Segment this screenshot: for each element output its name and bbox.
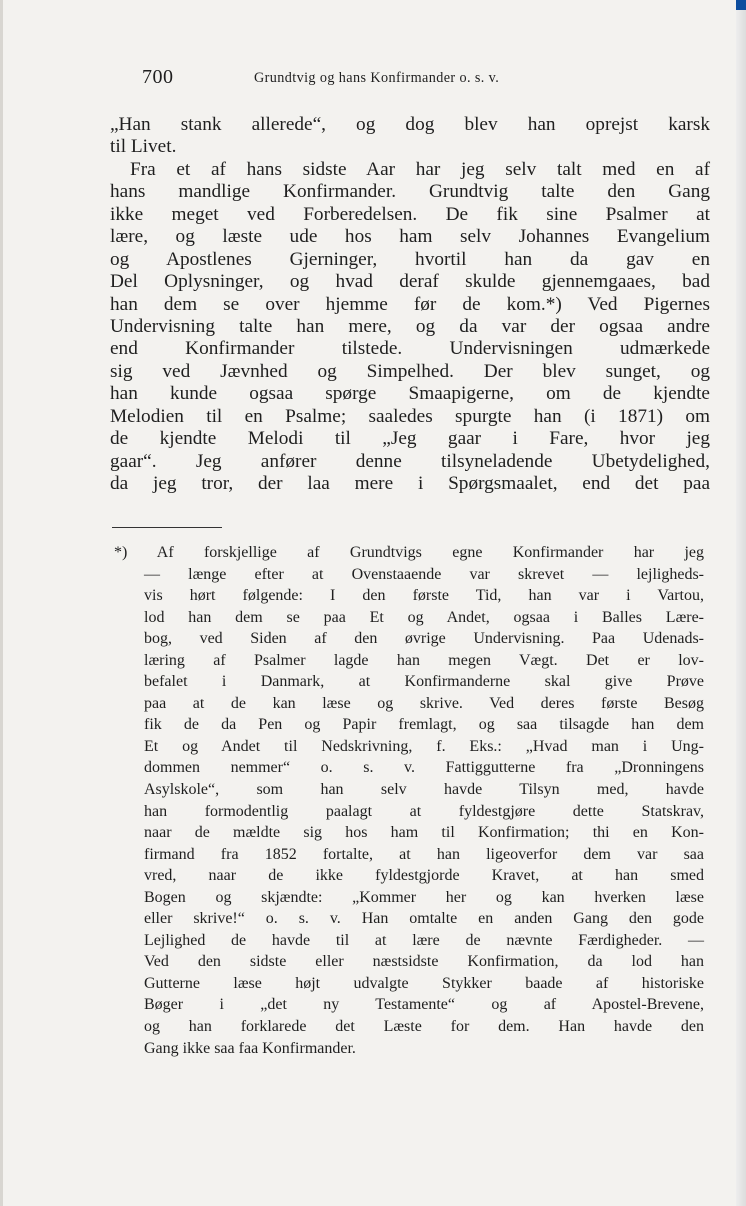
footnote-line: firmand fra 1852 fortalte, at han ligeoverfor dem var saa	[144, 845, 704, 863]
footnote-line: befalet i Danmark, at Konfirmanderne skal give Prøve	[144, 673, 704, 691]
text-line: „Han stank allerede“, og dog blev han oprejst karsk	[110, 114, 710, 135]
text-line: de kjendte Melodi til „Jeg gaar i Fare, hvor jeg	[110, 428, 710, 450]
text-line: til Livet.	[110, 136, 177, 158]
footnote-line: Gang ikke saa faa Konfirmander.	[144, 1039, 356, 1057]
footnote-line: vred, naar de ikke fyldestgjorde Kravet, at han smed	[144, 867, 704, 885]
footnote-line: paa at de kan læse og skrive. Ved deres første Besøg	[144, 694, 704, 712]
footnote-line: han formodentlig paalagt at fyldestgjøre dette Statskrav,	[144, 802, 704, 820]
footnote-line: Ved den sidste eller næstsidste Konfirmation, da lod han	[144, 953, 704, 971]
footnote-line: og han forklarede det Læste for dem. Han havde den	[144, 1018, 704, 1036]
footnote-line: Et og Andet til Nedskrivning, f. Eks.: „Hvad man i Ung-	[144, 737, 704, 755]
text-line: han kunde ogsaa spørge Smaapigerne, om de kjendte	[110, 383, 710, 405]
footnote-line: vis hørt følgende: I den første Tid, han var i Vartou,	[144, 587, 704, 605]
footnote	[114, 542, 704, 1059]
text-line: lære, og læste ude hos ham selv Johannes Evangelium	[110, 226, 710, 248]
footnote-line: dommen nemmer“ o. s. v. Fattiggutterne fra „Dronningens	[144, 759, 704, 777]
text-line: Fra et af hans sidste Aar har jeg selv talt med en af	[130, 158, 710, 180]
footnote-line: Bogen og skjændte: „Kommer her og kan hverken læse	[144, 888, 704, 906]
text-line: ikke meget ved Forberedelsen. De fik sine Psalmer at	[110, 203, 710, 225]
text-line: end Konfirmander tilstede. Undervisningen udmærkede	[110, 338, 710, 360]
footnote-line: *) Af forskjellige af Grundtvigs egne Konfirmander har jeg	[114, 544, 704, 561]
text-line: sig ved Jævnhed og Simpelhed. Der blev sunget, og	[110, 360, 710, 382]
footnote-line: læring af Psalmer lagde han megen Vægt. Det er lov-	[144, 651, 704, 669]
text-line: gaar“. Jeg anfører denne tilsyneladende Ubetydelighed,	[110, 450, 710, 472]
corner-marker	[736, 0, 746, 10]
page-header	[142, 66, 702, 90]
page-right-edge	[736, 0, 746, 1206]
text-line: han dem se over hjemme før de kom.*) Ved Pigernes	[110, 293, 710, 315]
footnote-line: Lejlighed de havde til at lære de nævnte Færdigheder. —	[144, 931, 704, 949]
footnote-line: Asylskole“, som han selv havde Tilsyn med, havde	[144, 781, 704, 799]
footnote-line: naar de mældte sig hos ham til Konfirmation; thi en Kon-	[144, 824, 704, 842]
footnote-rule	[112, 527, 222, 528]
text-line: hans mandlige Konfirmander. Grundtvig talte den Gang	[110, 181, 710, 203]
footnote-line: Gutterne læse højt udvalgte Stykker baade af historiske	[144, 974, 704, 992]
footnote-line: — længe efter at Ovenstaaende var skrevet — lejligheds-	[144, 565, 704, 583]
main-text	[110, 114, 710, 495]
page-left-edge	[0, 0, 3, 1206]
page-number: 700	[142, 66, 174, 88]
text-line: Undervisning talte han mere, og da var der ogsaa andre	[110, 315, 710, 337]
text-line: da jeg tror, der laa mere i Spørgsmaalet, end det paa	[110, 473, 710, 494]
footnote-line: eller skrive!“ o. s. v. Han omtalte en anden Gang den gode	[144, 910, 704, 928]
footnote-line: fik de da Pen og Papir fremlagt, og saa tilsagde han dem	[144, 716, 704, 734]
running-head: Grundtvig og hans Konfirmander o. s. v.	[254, 70, 500, 86]
footnote-line: bog, ved Siden af den øvrige Undervisning. Paa Udenads-	[144, 630, 704, 648]
text-line: Del Oplysninger, og hvad deraf skulde gjennemgaaes, bad	[110, 271, 710, 293]
text-line: Melodien til en Psalme; saaledes spurgte han (i 1871) om	[110, 405, 710, 427]
footnote-line: lod han dem se paa Et og Andet, ogsaa i Balles Lære-	[144, 608, 704, 626]
text-line: og Apostlenes Gjerninger, hvortil han da gav en	[110, 248, 710, 270]
footnote-line: Bøger i „det ny Testamente“ og af Apostel-Brevene,	[144, 996, 704, 1014]
